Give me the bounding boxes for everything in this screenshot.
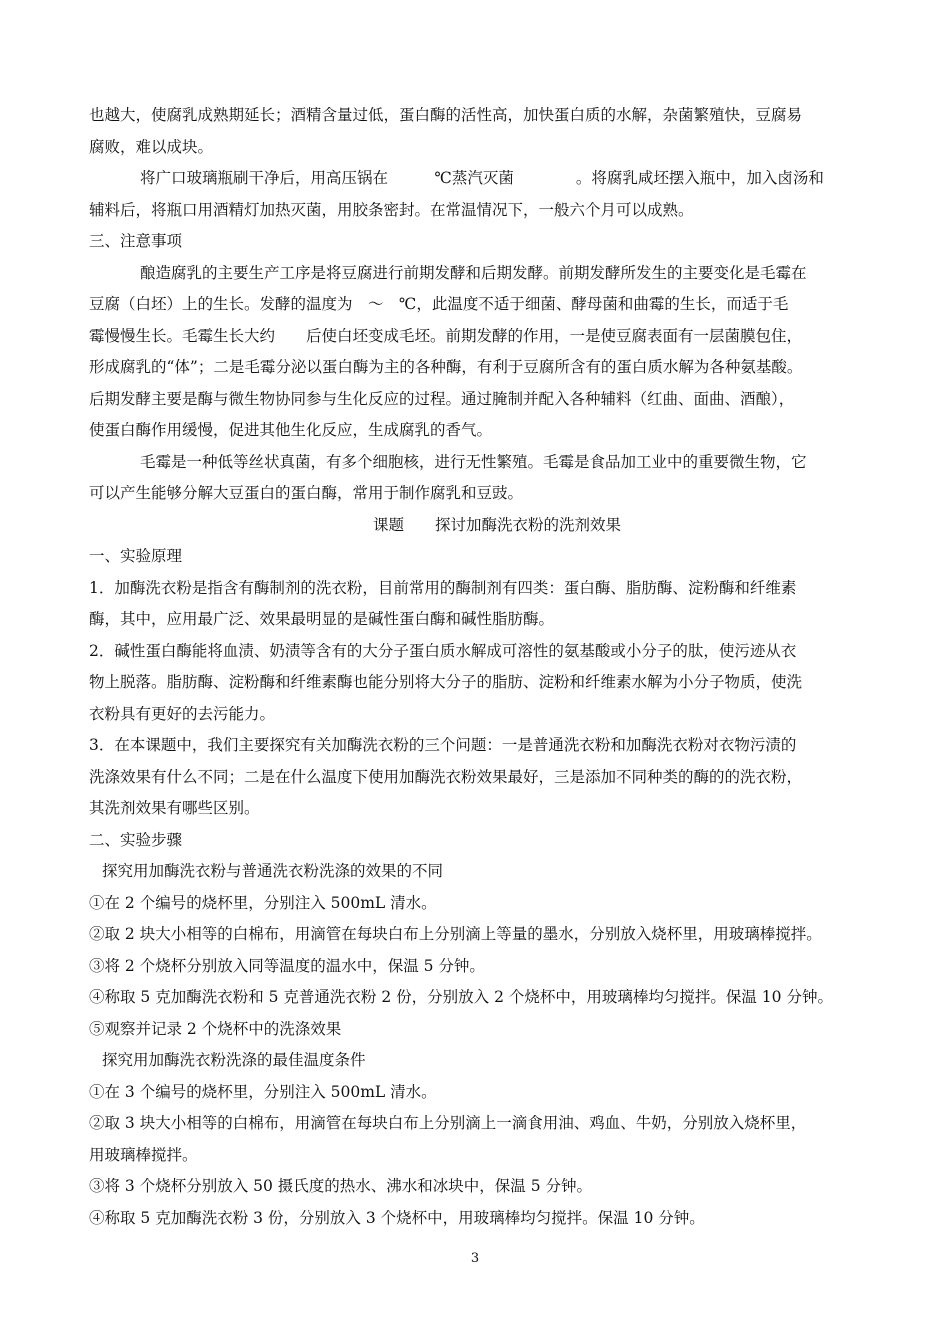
subsection-heading: 探究用加酶洗衣粉与普通洗衣粉洗涤的效果的不同 <box>102 862 444 880</box>
step-item: 用玻璃棒搅拌。 <box>89 1145 198 1164</box>
step-item: ②取 3 块大小相等的白棉布，用滴管在每块白布上分别滴上一滴食用油、鸡血、牛奶，分别放入烧杯里， <box>89 1114 807 1132</box>
paragraph-line: 衣粉具有更好的去污能力。 <box>89 704 276 723</box>
step-item: ⑤观察并记录 2 个烧杯中的洗涤效果 <box>89 1019 342 1038</box>
step-item: ③将 3 个烧杯分别放入 50 摄氏度的热水、沸水和冰块中，保温 5 分钟。 <box>89 1177 593 1195</box>
step-item: ④称取 5 克加酶洗衣粉和 5 克普通洗衣粉 2 份，分别放入 2 个烧杯中，用玻璃棒均匀搅拌。保温 10 分钟。 <box>89 988 833 1006</box>
paragraph-line: 将广口玻璃瓶刷干净后，用高压锅在 ℃蒸汽灭菌 。将腐乳咸坯摆入瓶中，加入卤汤和 <box>140 169 824 187</box>
paragraph-line: 辅料后，将瓶口用酒精灯加热灭菌，用胶条密封。在常温情况下，一般六个月可以成熟。 <box>89 200 694 219</box>
paragraph-line: 后期发酵主要是酶与微生物协同参与生化反应的过程。通过腌制并配入各种辅料（红曲、面曲、酒酿）， <box>89 389 795 408</box>
paragraph-line: 使蛋白酶作用缓慢，促进其他生化反应，生成腐乳的香气。 <box>89 421 493 439</box>
paragraph-line: 酿造腐乳的主要生产工序是将豆腐进行前期发酵和后期发酵。前期发酵所发生的主要变化是毛霉在 <box>140 263 807 282</box>
section-heading: 三、注意事项 <box>89 232 183 250</box>
subsection-heading: 探究用加酶洗衣粉洗涤的最佳温度条件 <box>102 1051 366 1069</box>
step-item: ①在 2 个编号的烧杯里，分别注入 500mL 清水。 <box>89 893 437 912</box>
paragraph-line: 豆腐（白坯）上的生长。发酵的温度为 ～ ℃，此温度不适于细菌、酵母菌和曲霉的生长，而适于毛 <box>89 295 789 313</box>
page-number: 3 <box>470 1251 480 1266</box>
step-item: ④称取 5 克加酶洗衣粉 3 份，分别放入 3 个烧杯中，用玻璃棒均匀搅拌。保温 10 分钟。 <box>89 1208 705 1227</box>
paragraph-line: 3．在本课题中，我们主要探究有关加酶洗衣粉的三个问题：一是普通洗衣粉和加酶洗衣粉对衣物污渍的 <box>89 736 797 754</box>
section-heading: 二、实验步骤 <box>89 830 183 849</box>
paragraph-line: 可以产生能够分解大豆蛋白的蛋白酶，常用于制作腐乳和豆豉。 <box>89 484 524 502</box>
paragraph-line: 腐败，难以成块。 <box>89 137 214 156</box>
step-item: ②取 2 块大小相等的白棉布，用滴管在每块白布上分别滴上等量的墨水，分别放入烧杯里，用玻璃棒搅拌。 <box>89 925 822 943</box>
step-item: ③将 2 个烧杯分别放入同等温度的温水中，保温 5 分钟。 <box>89 956 485 975</box>
paragraph-line: 酶，其中，应用最广泛、效果最明显的是碱性蛋白酶和碱性脂肪酶。 <box>89 610 555 628</box>
paragraph-line: 物上脱落。脂肪酶、淀粉酶和纤维素酶也能分别将大分子的脂肪、淀粉和纤维素水解为小分子物质，使洗 <box>89 673 803 691</box>
paragraph-line: 其洗剂效果有哪些区别。 <box>89 799 260 817</box>
document-body <box>89 100 861 1234</box>
paragraph-line: 洗涤效果有什么不同；二是在什么温度下使用加酶洗衣粉效果最好，三是添加不同种类的酶的的洗衣粉， <box>89 767 803 786</box>
paragraph-line: 毛霉是一种低等丝状真菌，有多个细胞核，进行无性繁殖。毛霉是食品加工业中的重要微生物，它 <box>140 452 807 471</box>
step-item: ①在 3 个编号的烧杯里，分别注入 500mL 清水。 <box>89 1082 437 1101</box>
section-heading: 一、实验原理 <box>89 547 183 565</box>
paragraph-line: 形成腐乳的“体”；二是毛霉分泌以蛋白酶为主的各种酶，有利于豆腐所含有的蛋白质水解为各种氨基酸。 <box>89 358 803 376</box>
paragraph-line: 1．加酶洗衣粉是指含有酶制剂的洗衣粉，目前常用的酶制剂有四类：蛋白酶、脂肪酶、淀粉酶和纤维素 <box>89 578 797 597</box>
topic-title: 课题 探讨加酶洗衣粉的洗剂效果 <box>373 515 622 534</box>
paragraph-line: 也越大，使腐乳成熟期延长；酒精含量过低，蛋白酶的活性高，加快蛋白质的水解，杂菌繁殖快，豆腐易 <box>89 106 803 124</box>
paragraph-line: 2．碱性蛋白酶能将血渍、奶渍等含有的大分子蛋白质水解成可溶性的氨基酸或小分子的肽，使污迹从衣 <box>89 641 797 660</box>
paragraph-line: 霉慢慢生长。毛霉生长大约 后使白坯变成毛坯。前期发酵的作用，一是使豆腐表面有一层菌膜包住， <box>89 326 803 345</box>
